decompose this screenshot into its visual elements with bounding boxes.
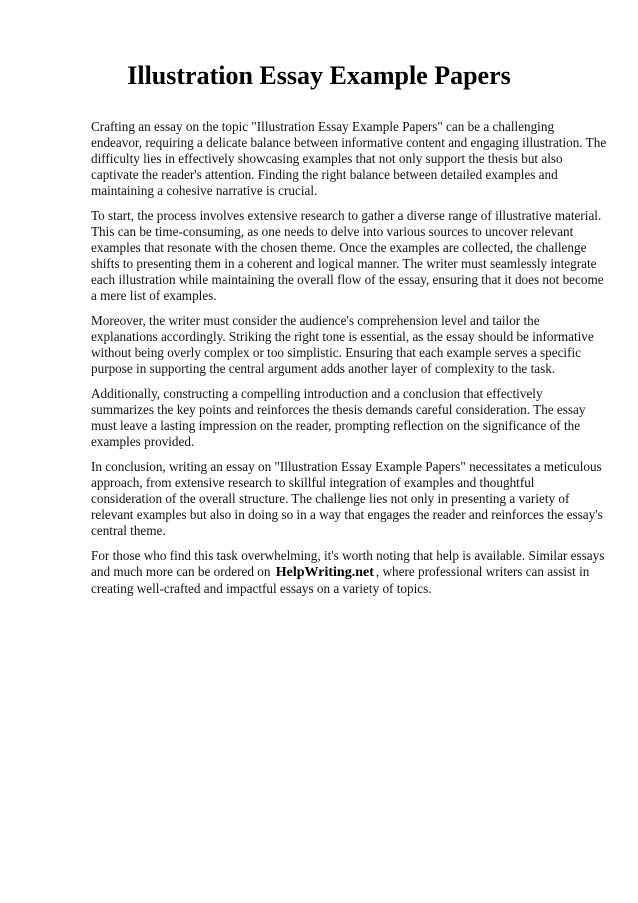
paragraph-conclusion [91, 458, 603, 539]
text-line: maintaining a cohesive narrative is crucial. [91, 183, 318, 199]
page-title: Illustration Essay Example Papers [127, 61, 511, 90]
paragraph-research [91, 207, 604, 305]
text-line: endeavor, requiring a delicate balance between informative content and engaging illustration. The [91, 135, 607, 151]
text-line: In conclusion, writing an essay on "Illustration Essay Example Papers" necessitates a meticulous [91, 458, 602, 474]
paragraph-closing [91, 547, 605, 597]
text-line: summarizes the key points and reinforces the thesis demands careful consideration. The essay [91, 402, 586, 417]
text-line: relevant examples but also in doing so in a way that engages the reader and reinforces the essay's [91, 507, 603, 523]
paragraph-intro [91, 119, 607, 199]
text-line: This can be time-consuming, as one needs to delve into various sources to uncover relevant [91, 224, 574, 240]
text-line: each illustration while maintaining the overall flow of the essay, ensuring that it does not become [91, 272, 604, 288]
text-line: consideration of the overall structure. The challenge lies not only in presenting a variety of [91, 490, 570, 506]
text-line: examples that resonate with the chosen theme. Once the examples are collected, the challenge [91, 240, 587, 256]
text-line: To start, the process involves extensive research to gather a diverse range of illustrative material. [91, 207, 602, 223]
text-line: shifts to presenting them in a coherent and logical manner. The writer must seamlessly integrate [91, 256, 597, 272]
text-line: a mere list of examples. [91, 288, 217, 304]
text-line: examples provided. [91, 434, 195, 450]
helpwriting-link[interactable]: HelpWriting.net [275, 564, 374, 580]
essay-body [91, 119, 607, 606]
text-line: Moreover, the writer must consider the audience's comprehension level and tailor the [91, 313, 540, 329]
text-line: purpose in supporting the central argument adds another layer of complexity to the task. [91, 361, 556, 377]
closing-text-after-link: , where professional writers can assist in [375, 563, 590, 579]
text-line-with-link [91, 564, 599, 581]
text-line: approach, from extensive research to skillful integration of examples and thoughtful [91, 474, 535, 490]
text-line: captivate the reader's attention. Finding the right balance between detailed examples and [91, 167, 558, 183]
text-line: explanations accordingly. Striking the right tone is essential, as the essay should be informative [91, 329, 594, 345]
text-line: without being overly complex or too simplistic. Ensuring that each example serves a specific [91, 345, 582, 361]
text-line: creating well-crafted and impactful essays on a variety of topics. [91, 580, 432, 596]
paragraph-audience [91, 313, 599, 377]
text-line: For those who find this task overwhelming, it's worth noting that help is available. Similar essays [91, 547, 605, 563]
text-line: must leave a lasting impression on the reader, prompting reflection on the significance of the [91, 418, 581, 434]
text-line: Crafting an essay on the topic "Illustration Essay Example Papers" can be a challenging [91, 119, 555, 134]
text-line: central theme. [91, 523, 166, 539]
text-line: difficulty lies in effectively showcasing examples that not only support the thesis but also [91, 151, 563, 167]
paragraph-structure [91, 386, 599, 450]
text-line: Additionally, constructing a compelling introduction and a conclusion that effectively [91, 385, 543, 401]
closing-text-before-link: and much more can be ordered on [91, 563, 271, 579]
